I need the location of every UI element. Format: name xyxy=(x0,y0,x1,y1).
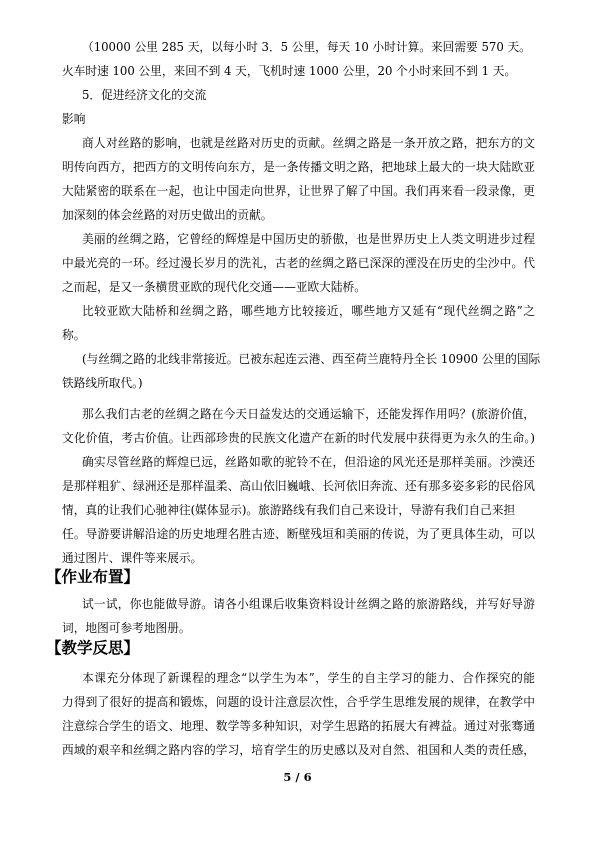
paragraph-line: 加深刻的体会丝路的对历史做出的贡献。 xyxy=(62,208,273,222)
paragraph-line: 之而起，是又一条横贯亚欧的现代化交通——亚欧大陆桥。 xyxy=(62,280,366,294)
homework-line: 试一试，你也能做导游。请各小组课后收集资料设计丝绸之路的旅游路线，并写好导游 xyxy=(82,597,535,611)
paragraph-line: 中最光亮的一环。经过漫长岁月的洗礼，古老的丝绸之路已深深的湮没在历史的尘沙中。代 xyxy=(62,256,535,270)
section-subheading: 影响 xyxy=(62,112,86,126)
paragraph-line: 确实尽管丝路的辉煌已远，丝路如歌的驼铃不在，但沿途的风光还是那样美丽。沙漠还 xyxy=(82,455,535,469)
text-line: 火车时速 100 公里，来回不到 4 天，飞机时速 1000 公里，20 个小时来回不到 1 天。 xyxy=(62,64,517,78)
paragraph-line: 通过图片、课件等来展示。 xyxy=(62,551,203,565)
paragraph-line: 任。导游要讲解沿途的历史地理名胜古迹、断壁残垣和美丽的传说，为了更具体生动，可以 xyxy=(62,527,535,541)
paragraph-line: (与丝绸之路的北线非常接近。已被东起连云港、西至荷兰鹿特丹全长 10900 公里的国际 xyxy=(82,352,541,366)
paragraph-line: 铁路线所取代。) xyxy=(62,376,143,390)
paragraph-line: 明传向西方，把西方的文明传向东方，是一条传播文明之路，把地球上最大的一块大陆欧亚 xyxy=(62,160,535,174)
paragraph-line: 称。 xyxy=(62,328,86,342)
paragraph-line: 美丽的丝绸之路，它曾经的辉煌是中国历史的骄傲，也是世界历史上人类文明进步过程 xyxy=(82,232,535,246)
paragraph-line: 大陆紧密的联系在一起，也让中国走向世界，让世界了解了中国。我们再来看一段录像，更 xyxy=(62,184,535,198)
reflection-line: 力得到了很好的提高和锻炼，问题的设计注意层次性，合乎学生思维发展的规律，在教学中 xyxy=(62,695,535,709)
page-number: 5 / 6 xyxy=(283,770,312,784)
paragraph-line: 商人对丝路的影响，也就是丝路对历史的贡献。丝绸之路是一条开放之路，把东方的文 xyxy=(82,136,535,150)
paragraph-line: 情，真的让我们心驰神往(媒体显示)。旅游路线有我们自己来设计，导游有我们自己来担 xyxy=(62,503,516,517)
reflection-line: 本课充分体现了新课程的理念“以学生为本”，学生的自主学习的能力、合作探究的能 xyxy=(82,671,535,685)
reflection-line: 西域的艰辛和丝绸之路内容的学习，培育学生的历史感以及对自然、祖国和人类的责任感， xyxy=(62,743,535,757)
paragraph-line: 那么我们古老的丝绸之路在今天日益发达的交通运输下，还能发挥作用吗？(旅游价值， xyxy=(82,407,535,421)
paragraph-line: 是那样粗犷、绿洲还是那样温柔、高山依旧巍峨、长河依旧奔流、还有那多姿多彩的民俗风 xyxy=(62,479,535,493)
paragraph-line: 比较亚欧大陆桥和丝绸之路，哪些地方比较接近，哪些地方又延有“现代丝绸之路”之 xyxy=(82,304,535,318)
homework-line: 词，地图可参考地图册。 xyxy=(62,621,191,635)
text-line: （10000 公里 285 天，以每小时 3．5 公里，每天 10 小时计算。来回需要 570 天。 xyxy=(82,40,531,54)
reflection-line: 注意综合学生的语文、地理、数学等多种知识，对学生思路的拓展大有裨益。通过对张骞通 xyxy=(62,719,535,733)
reflection-heading: 【教学反思】 xyxy=(46,638,140,657)
paragraph-line: 文化价值，考古价值。让西部珍贵的民族文化遗产在新的时代发展中获得更为永久的生命。) xyxy=(62,431,535,445)
section-heading: 5．促进经济文化的交流 xyxy=(82,88,207,102)
homework-heading: 【作业布置】 xyxy=(46,567,140,586)
